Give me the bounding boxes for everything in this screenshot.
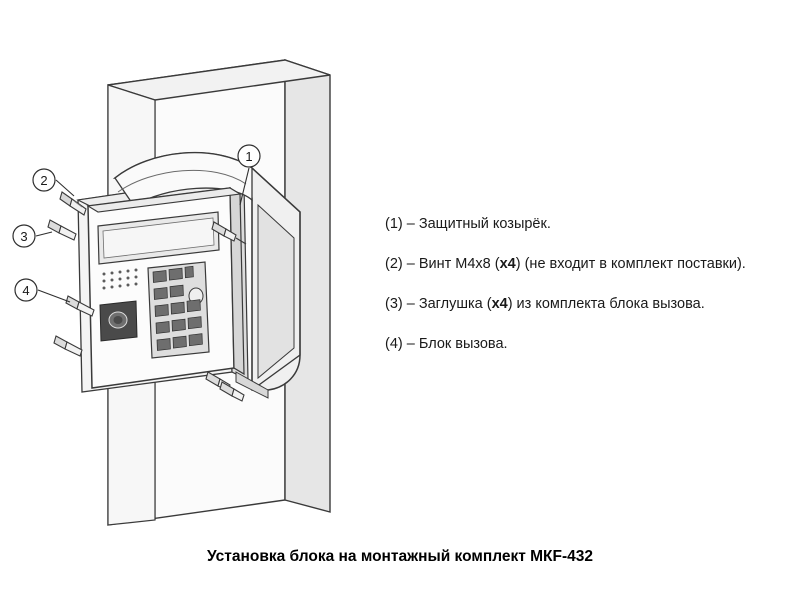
legend-item-4-text: (4) – Блок вызова. <box>385 336 508 353</box>
callout-marker-3 <box>13 225 35 247</box>
legend-item-3-bold: х4 <box>491 296 508 313</box>
plug-bottom-left <box>54 336 82 356</box>
figure-caption: Установка блока на монтажный комплект МКF-432 <box>207 548 593 565</box>
legend-item-2-prefix: (2) – Винт М4х8 ( <box>385 256 500 273</box>
keypad <box>148 262 209 358</box>
legend-item-1-text: (1) – Защитный козырёк. <box>385 216 551 232</box>
callout-label: 1 <box>245 149 253 164</box>
callout-label: 3 <box>20 229 28 244</box>
callout-label: 2 <box>40 173 48 188</box>
callout-label: 4 <box>22 283 30 298</box>
legend-item-2 <box>385 255 785 273</box>
callout-marker-4 <box>15 279 37 301</box>
legend-item-4 <box>385 335 785 353</box>
legend-item-3-prefix: (3) – Заглушка ( <box>385 296 492 313</box>
legend-item-3 <box>385 295 785 313</box>
key-reader <box>100 301 137 341</box>
callout-marker-2 <box>33 169 55 191</box>
legend-item-2-suffix: ) (не входит в комплект поставки). <box>515 256 746 273</box>
call-panel-body <box>88 188 244 388</box>
legend-item-2-bold: х4 <box>499 256 516 273</box>
plug-top-left <box>48 220 76 240</box>
callout-marker-1 <box>238 145 260 167</box>
legend-item-1 <box>385 215 785 233</box>
legend <box>385 215 785 376</box>
legend-item-3-suffix: ) из комплекта блока вызова. <box>507 296 705 313</box>
